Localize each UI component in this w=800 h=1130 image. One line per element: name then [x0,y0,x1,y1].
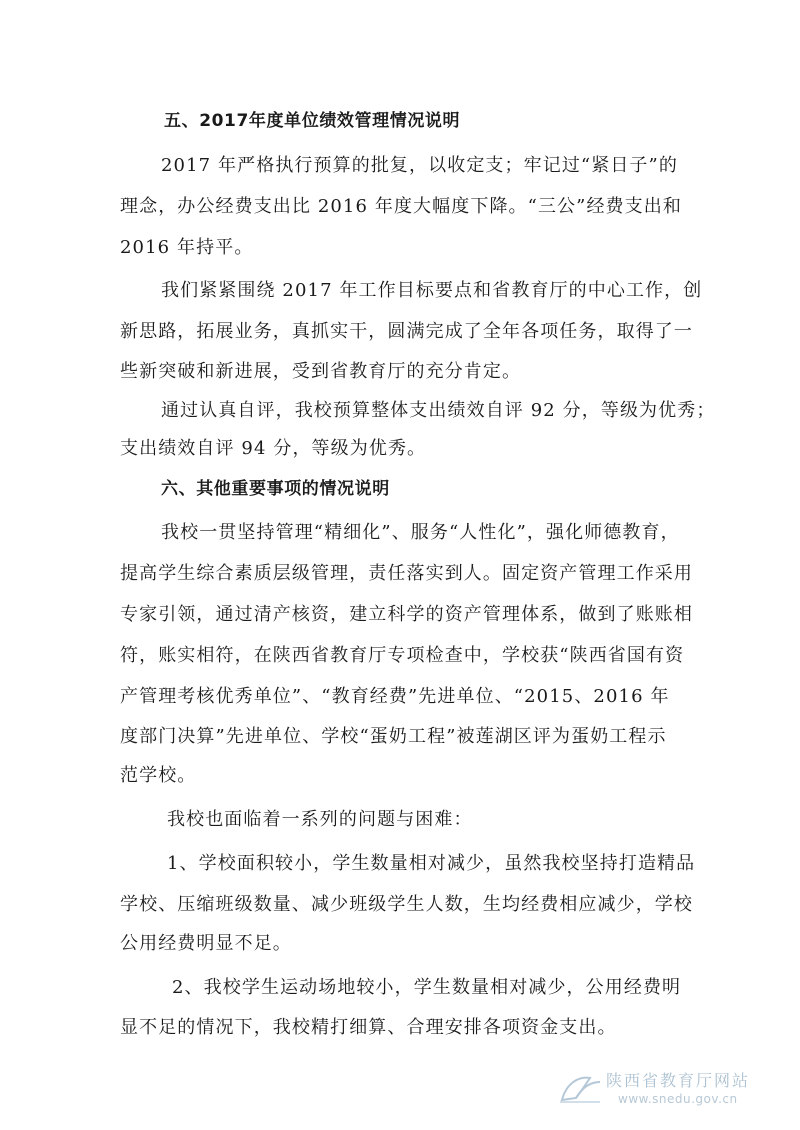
paragraph-line: 我校一贯坚持管理“精细化”、服务“人性化”，强化师德教育， [161,522,680,543]
paragraph-line: 专家引领，通过清产核资，建立科学的资产管理体系，做到了账账相 [120,604,693,625]
section-heading-5: 五、2017年度单位绩效管理情况说明 [164,111,461,131]
paragraph-line: 提高学生综合素质层级管理，责任落实到人。固定资产管理工作采用 [120,563,693,584]
paragraph-line: 学校、压缩班级数量、减少班级学生人数，生均经费相应减少，学校 [120,894,693,915]
education-bureau-logo-icon [556,1070,604,1106]
paragraph-line: 理念，办公经费支出比 2016 年度大幅度下降。“三公”经费支出和 [120,196,682,217]
paragraph-line: 2017 年严格执行预算的批复，以收定支；牢记过“紧日子”的 [161,155,678,176]
watermark-site-name: 陕西省教育厅网站 [606,1071,751,1090]
paragraph-line: 新思路，拓展业务，真抓实干，圆满完成了全年各项任务，取得了一 [120,321,693,342]
paragraph-line: 符，账实相符，在陕西省教育厅专项检查中，学校获“陕西省国有资 [120,645,685,666]
paragraph-line: 通过认真自评，我校预算整体支出绩效自评 92 分，等级为优秀； [161,400,716,421]
paragraph-line: 2016 年持平。 [120,237,254,258]
paragraph-line: 范学校。 [120,765,197,786]
watermark-url: www.snedu.gov.cn [618,1092,738,1106]
paragraph-line: 2、我校学生运动场地较小，学生数量相对减少，公用经费明 [172,977,682,998]
paragraph-line: 公用经费明显不足。 [120,933,292,954]
paragraph-line: 我校也面临着一系列的问题与困难： [167,809,473,830]
paragraph-line: 显不足的情况下，我校精打细算、合理安排各项资金支出。 [120,1017,617,1038]
section-heading-6: 六、其他重要事项的情况说明 [161,479,390,499]
paragraph-line: 度部门决算”先进单位、学校“蛋奶工程”被莲湖区评为蛋奶工程示 [120,726,667,747]
paragraph-line: 产管理考核优秀单位”、“教育经费”先进单位、“2015、2016 年 [120,686,670,707]
paragraph-line: 1、学校面积较小，学生数量相对减少，虽然我校坚持打造精品 [167,853,696,874]
site-watermark [552,1064,782,1116]
paragraph-line: 支出绩效自评 94 分，等级为优秀。 [120,438,427,459]
paragraph-line: 些新突破和新进展，受到省教育厅的充分肯定。 [120,361,522,382]
paragraph-line: 我们紧紧围绕 2017 年工作目标要点和省教育厅的中心工作，创 [161,280,703,301]
